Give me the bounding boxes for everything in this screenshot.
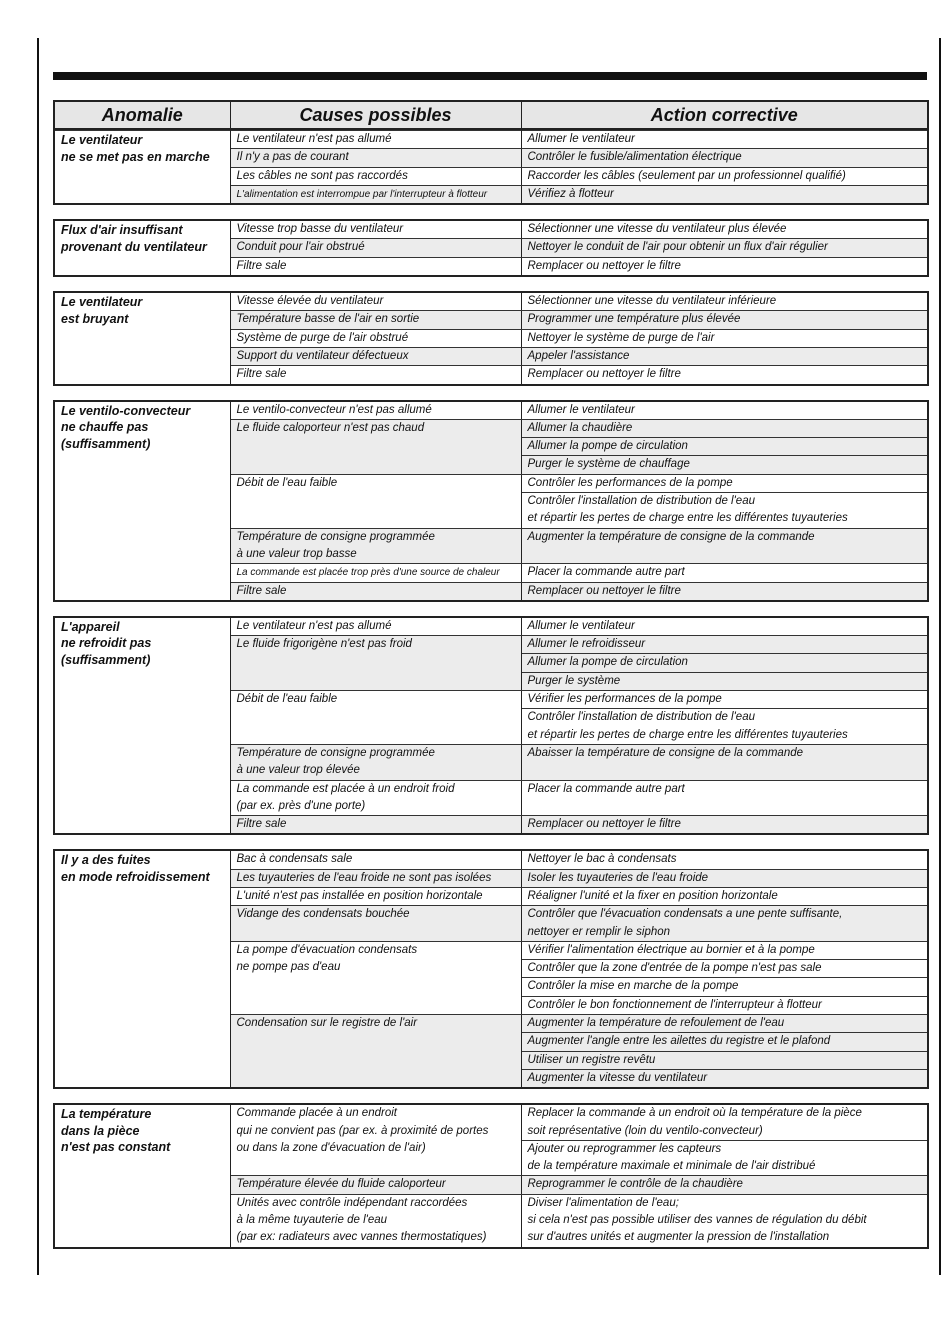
table-row xyxy=(54,617,928,636)
action-cell: Augmenter la vitesse du ventilateur xyxy=(521,1069,928,1088)
cause-cell: Le ventilateur n'est pas allumé xyxy=(230,131,521,149)
cause-cell: La commande est placée à un endroit froid (par ex. près d'une porte) xyxy=(230,780,521,816)
action-cell: Contrôler les performances de la pompe xyxy=(521,474,928,492)
cause-cell: Filtre sale xyxy=(230,816,521,835)
table-row xyxy=(54,401,928,420)
action-cell: Appeler l'assistance xyxy=(521,347,928,365)
section-table xyxy=(53,291,929,385)
section-table xyxy=(53,616,929,836)
cause-cell: Les tuyauteries de l'eau froide ne sont pas isolées xyxy=(230,869,521,887)
table-row xyxy=(54,131,928,149)
cause-cell: Condensation sur le registre de l'air xyxy=(230,1015,521,1089)
cause-cell: Support du ventilateur défectueux xyxy=(230,347,521,365)
action-cell: Nettoyer le conduit de l'air pour obtenir un flux d'air régulier xyxy=(521,239,928,257)
cause-cell: Le ventilateur n'est pas allumé xyxy=(230,617,521,636)
action-cell: Remplacer ou nettoyer le filtre xyxy=(521,257,928,276)
anomaly-cell: Le ventilateur ne se met pas en marche xyxy=(54,131,230,205)
cause-cell: Filtre sale xyxy=(230,582,521,601)
table-row xyxy=(54,1104,928,1140)
action-cell: Contrôler que la zone d'entrée de la pompe n'est pas sale xyxy=(521,960,928,978)
action-cell: Contrôler le bon fonctionnement de l'interrupteur à flotteur xyxy=(521,996,928,1014)
cause-cell: Il n'y a pas de courant xyxy=(230,149,521,167)
action-cell: Diviser l'alimentation de l'eau; si cela n'est pas possible utiliser des vannes de régulation du débit sur d'autres unités et augmenter la pression de l'installation xyxy=(521,1194,928,1247)
action-cell: Purger le système xyxy=(521,672,928,690)
table-row xyxy=(54,292,928,311)
action-cell: Sélectionner une vitesse du ventilateur inférieure xyxy=(521,292,928,311)
action-cell: Allumer le ventilateur xyxy=(521,131,928,149)
action-cell: Abaisser la température de consigne de la commande xyxy=(521,744,928,780)
action-cell: Utiliser un registre revêtu xyxy=(521,1051,928,1069)
action-cell: Allumer le refroidisseur xyxy=(521,636,928,654)
anomaly-cell: Le ventilo-convecteur ne chauffe pas (suffisamment) xyxy=(54,401,230,601)
cause-cell: Le fluide caloporteur n'est pas chaud xyxy=(230,419,521,474)
anomaly-cell: L'appareil ne refroidit pas (suffisamment) xyxy=(54,617,230,835)
action-cell: Sélectionner une vitesse du ventilateur plus élevée xyxy=(521,220,928,239)
cause-cell: Température basse de l'air en sortie xyxy=(230,311,521,329)
cause-cell: Système de purge de l'air obstrué xyxy=(230,329,521,347)
cause-cell: Conduit pour l'air obstrué xyxy=(230,239,521,257)
action-cell: Purger le système de chauffage xyxy=(521,456,928,474)
action-cell: Augmenter la température de consigne de la commande xyxy=(521,528,928,564)
cause-cell: Vidange des condensats bouchée xyxy=(230,906,521,942)
cause-cell: Débit de l'eau faible xyxy=(230,691,521,745)
anomaly-cell: Le ventilateur est bruyant xyxy=(54,292,230,384)
action-cell: Nettoyer le bac à condensats xyxy=(521,850,928,869)
column-header-action: Action corrective xyxy=(521,101,928,129)
table-row xyxy=(54,850,928,869)
action-cell: Allumer le ventilateur xyxy=(521,617,928,636)
cause-cell: Les câbles ne sont pas raccordés xyxy=(230,167,521,185)
cause-cell: Vitesse trop basse du ventilateur xyxy=(230,220,521,239)
troubleshooting-tables xyxy=(53,100,927,1263)
action-cell: Contrôler l'installation de distribution de l'eau et répartir les pertes de charge entre les différentes tuyauteries xyxy=(521,493,928,529)
header-table xyxy=(53,100,929,130)
action-cell: Remplacer ou nettoyer le filtre xyxy=(521,366,928,385)
section-table xyxy=(53,130,929,205)
action-cell: Vérifiez à flotteur xyxy=(521,185,928,204)
cause-cell: Unités avec contrôle indépendant raccordées à la même tuyauterie de l'eau (par ex: radiateurs avec vannes thermostatiques) xyxy=(230,1194,521,1247)
action-cell: Allumer la pompe de circulation xyxy=(521,438,928,456)
page-right-rule xyxy=(939,38,941,1275)
action-cell: Remplacer ou nettoyer le filtre xyxy=(521,816,928,835)
cause-cell: Le ventilo-convecteur n'est pas allumé xyxy=(230,401,521,420)
cause-cell: L'alimentation est interrompue par l'interrupteur à flotteur xyxy=(230,185,521,204)
action-cell: Nettoyer le système de purge de l'air xyxy=(521,329,928,347)
action-cell: Reprogrammer le contrôle de la chaudière xyxy=(521,1176,928,1194)
action-cell: Raccorder les câbles (seulement par un professionnel qualifié) xyxy=(521,167,928,185)
action-cell: Allumer la pompe de circulation xyxy=(521,654,928,672)
cause-cell: Température de consigne programmée à une valeur trop élevée xyxy=(230,744,521,780)
cause-cell: Vitesse élevée du ventilateur xyxy=(230,292,521,311)
action-cell: Ajouter ou reprogrammer les capteurs de la température maximale et minimale de l'air distribué xyxy=(521,1140,928,1176)
action-cell: Allumer le ventilateur xyxy=(521,401,928,420)
cause-cell: Température de consigne programmée à une valeur trop basse xyxy=(230,528,521,564)
section-table xyxy=(53,219,929,277)
header-bar xyxy=(53,72,927,80)
section-table xyxy=(53,400,929,602)
action-cell: Placer la commande autre part xyxy=(521,564,928,582)
table-row xyxy=(54,220,928,239)
cause-cell: Filtre sale xyxy=(230,366,521,385)
anomaly-cell: Flux d'air insuffisant provenant du ventilateur xyxy=(54,220,230,276)
cause-cell: Le fluide frigorigène n'est pas froid xyxy=(230,636,521,691)
page-left-rule xyxy=(37,38,39,1275)
cause-cell: Débit de l'eau faible xyxy=(230,474,521,528)
action-cell: Remplacer ou nettoyer le filtre xyxy=(521,582,928,601)
action-cell: Placer la commande autre part xyxy=(521,780,928,816)
section-table xyxy=(53,849,929,1089)
action-cell: Contrôler l'installation de distribution de l'eau et répartir les pertes de charge entre les différentes tuyauteries xyxy=(521,709,928,745)
column-header-anomaly: Anomalie xyxy=(54,101,230,129)
anomaly-cell: La température dans la pièce n'est pas constant xyxy=(54,1104,230,1247)
action-cell: Isoler les tuyauteries de l'eau froide xyxy=(521,869,928,887)
action-cell: Réaligner l'unité et la fixer en position horizontale xyxy=(521,887,928,905)
cause-cell: Bac à condensats sale xyxy=(230,850,521,869)
anomaly-cell: Il y a des fuites en mode refroidissement xyxy=(54,850,230,1088)
cause-cell: L'unité n'est pas installée en position horizontale xyxy=(230,887,521,905)
action-cell: Allumer la chaudière xyxy=(521,419,928,437)
section-table xyxy=(53,1103,929,1248)
action-cell: Contrôler le fusible/alimentation électrique xyxy=(521,149,928,167)
cause-cell: La commande est placée trop près d'une source de chaleur xyxy=(230,564,521,582)
column-header-causes: Causes possibles xyxy=(230,101,521,129)
cause-cell: La pompe d'évacuation condensats ne pompe pas d'eau xyxy=(230,941,521,1014)
cause-cell: Commande placée à un endroit qui ne convient pas (par ex. à proximité de portes ou dans la zone d'évacuation de l'air) xyxy=(230,1104,521,1176)
action-cell: Vérifier les performances de la pompe xyxy=(521,691,928,709)
cause-cell: Filtre sale xyxy=(230,257,521,276)
action-cell: Replacer la commande à un endroit où la température de la pièce soit représentative (loin du ventilo-convecteur) xyxy=(521,1104,928,1140)
action-cell: Vérifier l'alimentation électrique au bornier et à la pompe xyxy=(521,941,928,959)
action-cell: Contrôler la mise en marche de la pompe xyxy=(521,978,928,996)
action-cell: Programmer une température plus élevée xyxy=(521,311,928,329)
action-cell: Contrôler que l'évacuation condensats a une pente suffisante, nettoyer er remplir le siphon xyxy=(521,906,928,942)
action-cell: Augmenter la température de refoulement de l'eau xyxy=(521,1015,928,1033)
cause-cell: Température élevée du fluide caloporteur xyxy=(230,1176,521,1194)
action-cell: Augmenter l'angle entre les ailettes du registre et le plafond xyxy=(521,1033,928,1051)
